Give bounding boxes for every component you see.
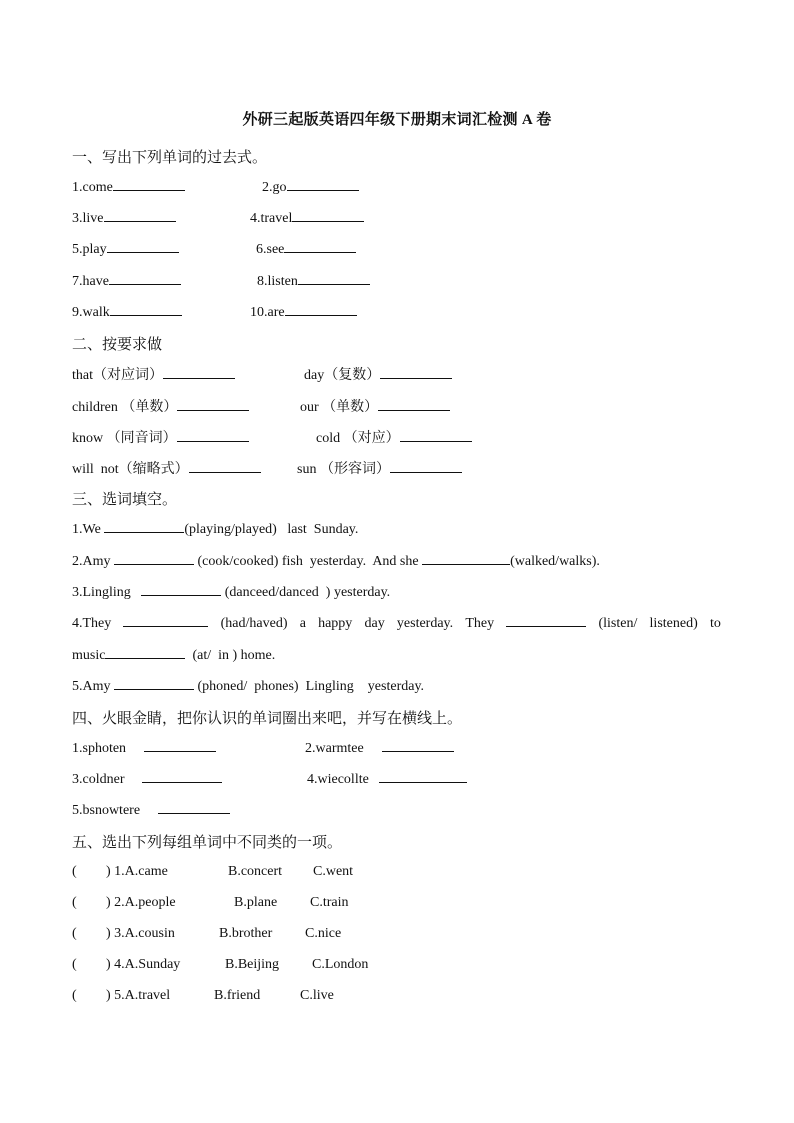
odd-one-option: C.London [312,957,369,972]
past-tense-item: 5.play [72,240,179,258]
requirement-item: our （单数） [300,396,450,416]
odd-one-row: ) 3.A.cousin [106,926,175,941]
fill-question-4-continued: music (at/ in ) home. [72,648,276,663]
odd-one-option: C.went [313,864,354,879]
scramble-item: 3.coldner [72,770,222,788]
requirement-item: will not（缩略式） [72,458,261,478]
section-3-heading: 三、选词填空。 [72,492,178,508]
requirement-item: cold （对应） [316,427,472,447]
past-tense-item: 1.come [72,178,185,196]
scramble-item: 2.warmtee [305,739,454,757]
scramble-item: 1.sphoten [72,739,216,757]
odd-one-option: B.Beijing [225,957,280,972]
past-tense-item: 9.walk [72,303,182,321]
fill-question-3: 3.Lingling (danceed/danced ) yesterday. [72,585,391,600]
odd-one-row: ( [72,926,77,941]
odd-one-option: B.plane [234,895,278,910]
past-tense-item: 2.go [262,178,359,196]
odd-one-row: ( [72,895,77,910]
fill-question-5: 5.Amy (phoned/ phones) Lingling yesterday. [72,679,425,694]
odd-one-option: B.friend [214,988,261,1003]
past-tense-item: 3.live [72,209,176,227]
scramble-item: 5.bsnowtere [72,801,230,819]
section-4-heading: 四、火眼金睛，把你认识的单词圈出来吧，并写在横线上。 [72,711,463,727]
odd-one-row: ) 1.A.came [106,864,168,879]
fill-question-4: 4.They (had/haved) a happy day yesterday. They (listen/ listened) to [72,616,721,631]
past-tense-item: 7.have [72,272,181,290]
odd-one-row: ) 5.A.travel [106,988,171,1003]
past-tense-item: 10.are [250,303,357,321]
odd-one-option: C.train [310,895,349,910]
odd-one-row: ( [72,957,77,972]
past-tense-item: 6.see [256,240,356,258]
worksheet-title: 外研三起版英语四年级下册期末词汇检测 A 卷 [242,112,552,128]
odd-one-row: ( [72,864,77,879]
requirement-item: know （同音词） [72,427,249,447]
requirement-item: children （单数） [72,396,249,416]
fill-question-1: 1.We (playing/played) last Sunday. [72,522,359,537]
odd-one-option: C.nice [305,926,342,941]
requirement-item: sun （形容词） [297,458,462,478]
section-2-heading: 二、按要求做 [72,337,163,353]
requirement-item: that（对应词） [72,364,235,384]
section-5-heading: 五、选出下列每组单词中不同类的一项。 [72,835,343,851]
fill-question-2: 2.Amy (cook/cooked) fish yesterday. And she (walked/walks). [72,554,600,569]
requirement-item: day（复数） [304,364,452,384]
past-tense-item: 8.listen [257,272,370,290]
odd-one-option: C.live [300,988,334,1003]
section-1-heading: 一、写出下列单词的过去式。 [72,150,268,166]
scramble-item: 4.wiecollte [307,770,467,788]
odd-one-option: B.concert [228,864,283,879]
odd-one-row: ( [72,988,77,1003]
past-tense-item: 4.travel [250,209,364,227]
odd-one-option: B.brother [219,926,273,941]
odd-one-row: ) 4.A.Sunday [106,957,181,972]
odd-one-row: ) 2.A.people [106,895,176,910]
